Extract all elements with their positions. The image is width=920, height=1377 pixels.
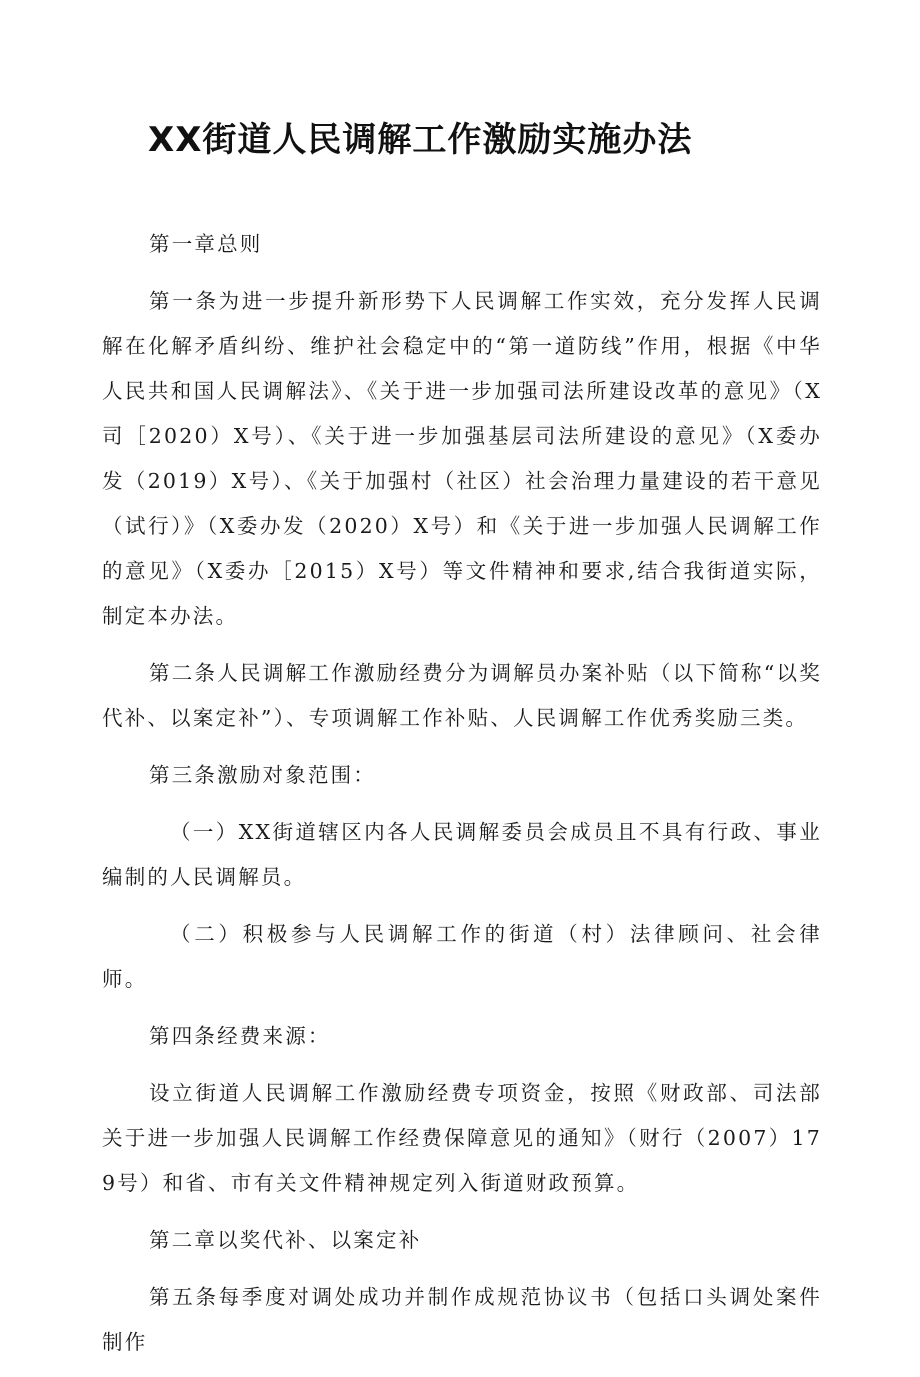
document-body xyxy=(102,222,822,1377)
paragraph: 第二条人民调解工作激励经费分为调解员办案补贴（以下简称“以奖代补、以案定补”）、专项调解工作补贴、人民调解工作优秀奖励三类。 xyxy=(102,661,822,730)
section-heading: 第二章以奖代补、以案定补 xyxy=(149,1228,422,1252)
paragraph: 设立街道人民调解工作激励经费专项资金，按照《财政部、司法部关于进一步加强人民调解工作经费保障意见的通知》（财行（2007）179号）和省、市有关文件精神规定列入街道财政预算。 xyxy=(102,1081,822,1195)
section-heading: 第一章总则 xyxy=(149,232,263,256)
paragraph: 第一条为进一步提升新形势下人民调解工作实效，充分发挥人民调解在化解矛盾纠纷、维护社会稳定中的“第一道防线”作用，根据《中华人民共和国人民调解法》、《关于进一步加强司法所建设改革的意见》（X司［2020）X号）、《关于进一步加强基层司法所建设的意见》（X委办发（2019）X号）、《关于加强村（社区）社会治理力量建设的若干意见（试行）》（X委办发（2020）X号）和《关于进一步加强人民调解工作的意见》（X委办［2015）X号）等文件精神和要求,结合我街道实际，制定本办法。 xyxy=(102,289,822,628)
paragraph: 第五条每季度对调处成功并制作成规范协议书（包括口头调处案件制作 xyxy=(102,1285,822,1354)
paragraph: （二）积极参与人民调解工作的街道（村）法律顾问、社会律师。 xyxy=(102,922,822,991)
document-title: XX街道人民调解工作激励实施办法 xyxy=(148,120,693,160)
paragraph: （一）XX街道辖区内各人民调解委员会成员且不具有行政、事业编制的人民调解员。 xyxy=(102,820,822,889)
section-heading: 第三条激励对象范围： xyxy=(149,763,376,787)
section-heading: 第四条经费来源： xyxy=(149,1024,331,1048)
